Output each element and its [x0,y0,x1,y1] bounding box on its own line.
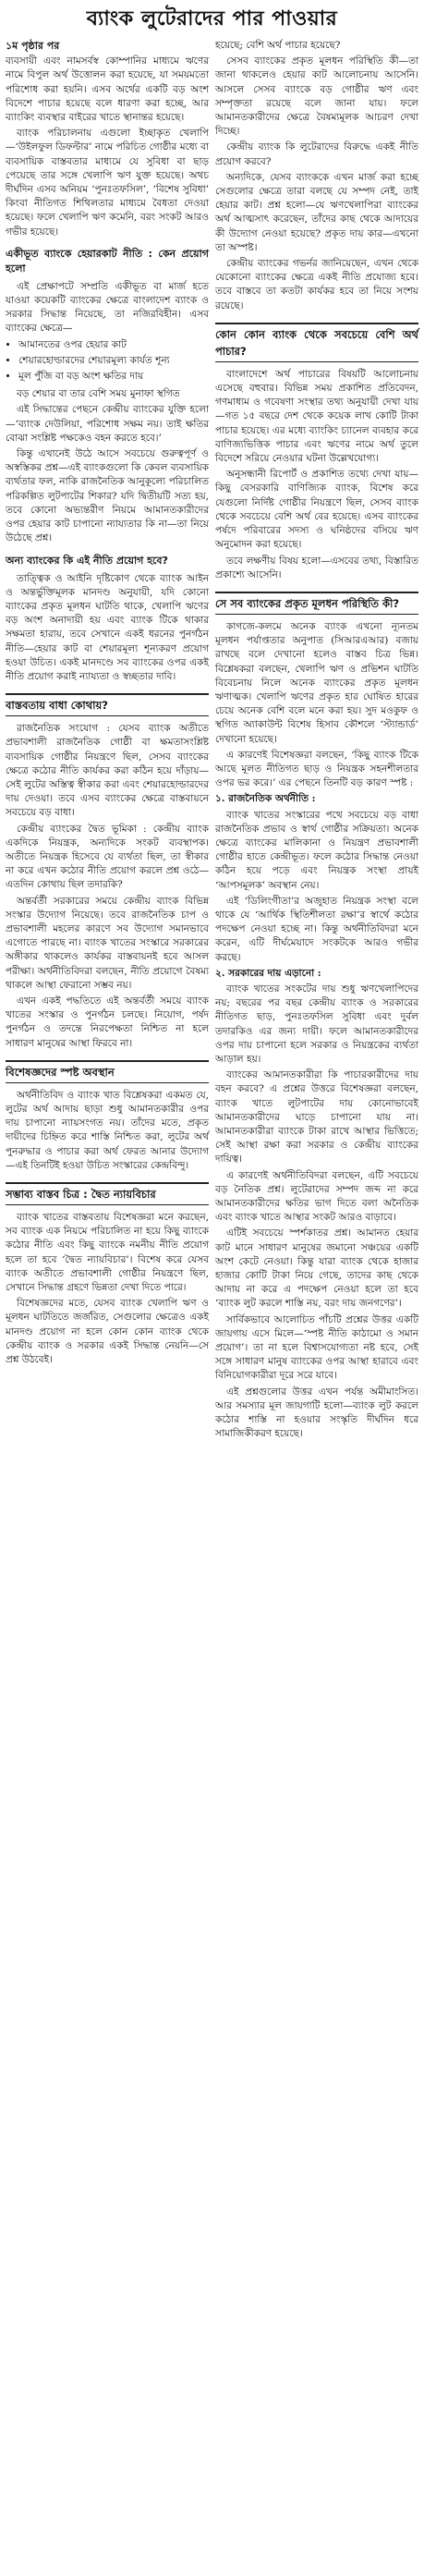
paragraph: ব্যাংক খাতের বাস্তবতায় বিশেষজ্ঞরা মনে করছেন, সব ব্যাংক এক নিয়মে পরিচালিত না হয়ে কিছু ব্যাংকে কঠোর নীতি এবং কিছু ব্যাংকে নমনীয় নীতি প্রয়োগ হলে তা হবে ‘দ্বৈত ন্যায়বিচার’। বিশেষ করে যেসব ব্যাংক অতীতে প্রভাবশালী গোষ্ঠীর নিয়ন্ত্রণে ছিল, সেখানে সিদ্ধান্ত গ্রহণে ভিন্নতা দেখা দিতে পারে। [6,1212,209,1294]
paragraph: সেসব ব্যাংকের প্রকৃত মূলধন পরিস্থিতি কী—তা জানা থাকলেও হেয়ার কাট আলোচনায় আসেনি। আসলে সেসব ব্যাংকে বড় গোষ্ঠীর ঋণ এবং সম্পৃক্ততা রয়েছে বলে জানা যায়। ফলে আমানতকারীদের ক্ষেত্রে বৈষম্যমূলক আচরণ দেখা দিচ্ছে। [215,55,418,138]
paragraph: ব্যাংক পরিচালনায় এগুলো ইচ্ছাকৃত খেলাপি—‘উইলফুল ডিফল্টার’ নামে পরিচিত গোষ্ঠীর মধ্যে বা ব্যবসায়িক বাস্তবতার মাধ্যমে যে সুবিধা বা ছাড় পেয়েছে তার সঙ্গে খেলাপি ঋণ যুক্ত হয়েছে। অথচ দীর্ঘদিন এসব অনিয়ম ‘পুনঃতফসিল’, ‘বিশেষ সুবিধা’ কিংবা নীতিগত শিথিলতার মাধ্যমে বৈধতা দেওয়া হয়েছে। ফলে খেলাপি ঋণ কমেনি, বরং সংকট আরও গভীর হয়েছে। [6,128,209,238]
paragraph: এখন একই পদ্ধতিতে এই অন্তর্বর্তী সময়ে ব্যাংক খাতের সংস্কার ও পুনর্গঠন চলছে। নিয়োগ, পর্ষদ পুনর্গঠন ও তদন্তে নিরপেক্ষতা নিশ্চিত না হলে সাধারণ মানুষের আস্থা ফিরবে না। [6,995,209,1049]
paragraph: অন্তর্বর্তী সরকারের সময়ে কেন্দ্রীয় ব্যাংক বিভিন্ন সংস্কার উদ্যোগ নিয়েছে। তবে রাজনৈতিক চাপ ও প্রভাবশালী মহলের কারণে সব উদ্যোগ সমানভাবে এগোতে পারছে না। ব্যাংক খাতের সংস্কারে সরকারের অঙ্গীকার থাকলেও কার্যকর বাস্তবায়নই হবে আসল পরীক্ষা। অর্থনীতিবিদরা বলছেন, নীতি প্রয়োগে বৈষম্য থাকলে আস্থা ফেরানো সম্ভব নয়। [6,895,209,991]
list-item: • আমানতের ওপর হেয়ার কাট [18,338,209,352]
subheading: একীভূত ব্যাংকে হেয়ারকাট নীতি : কেন প্রয়োগ হলো [6,247,209,275]
section-heading: বাস্তবতায় বাধা কোথায়? [6,693,209,716]
paragraph: এই প্রশ্নগুলোর উত্তর এখন পর্যন্ত অমীমাংসিত। আর সমস্যার মূল জায়গাটি হলো—ব্যাংক লুট করলে কঠোর শাস্তি না হওয়ার সংস্কৃতি দীর্ঘদিন ধরে সামাজিকীকরণ হয়েছে। [215,1386,418,1440]
paragraph: এই প্রেক্ষাপটে সম্প্রতি একীভূত বা মার্জ হতে যাওয়া কয়েকটি ব্যাংকের ক্ষেত্রে বাংলাদেশ ব্যাংক ও সরকার সিদ্ধান্ত নিয়েছে, তা নজিরবিহীন। এসব ব্যাংকের ক্ষেত্রে— [6,280,209,335]
paragraph: তাত্ত্বিক ও আইনি দৃষ্টিকোণ থেকে ব্যাংক আইন ও অন্তর্ভুক্তিমূলক মানদণ্ড অনুযায়ী, যদি কোনো ব্যাংকের প্রকৃত মূলধন ঘাটতি থাকে, খেলাপি ঋণের বড় অংশ অনাদায়ী হয় এবং ব্যাংক টিকে থাকার সক্ষমতা হারায়, তবে সেখানে একই ধরনের পুনর্গঠন নীতি—হেয়ার কাট বা শেয়ারমূল্য শূন্যকরণ প্রয়োগ হওয়া উচিত। একই মানদণ্ডে সব ব্যাংকের ওপর একই নীতি প্রয়োগ করাই ন্যায্যতা ও স্বচ্ছতার দাবি। [6,572,209,682]
paragraph: অন্যদিকে, যেসব ব্যাংককে এখন মার্জ করা হচ্ছে সেগুলোর ক্ষেত্রে তারা বলছে যে সম্পদ নেই, তাই হেয়ার কাট। প্রশ্ন হলো—যে ঋণখেলাপিরা ব্যাংকের অর্থ আত্মসাৎ করেছেন, তাঁদের কাছ থেকে আদায়ের কী উদ্যোগ নেওয়া হয়েছে? প্রকৃত দায় কার—এখনো তা অস্পষ্ট। [215,171,418,253]
paragraph: ব্যাংকের আমানতকারীরা কি পাচারকারীদের দায় বহন করবে? এ প্রশ্নের উত্তরে বিশেষজ্ঞরা বলছেন, ব্যাংক খাতে লুটপাটের দায় কোনোভাবেই আমানতকারীদের ঘাড়ে চাপানো যায় না। আমানতকারীরা ব্যাংকে টাকা রাখে আস্থার ভিত্তিতে; সেই আস্থা রক্ষা করা সরকার ও কেন্দ্রীয় ব্যাংকের দায়িত্ব। [215,1069,418,1166]
paragraph: এটিই সবচেয়ে স্পর্শকাতর প্রশ্ন। আমানত হেয়ার কাট মানে সাধারণ মানুষের জমানো সঞ্চয়ের একটি অংশ কেটে নেওয়া। কিন্তু যারা ব্যাংক থেকে হাজার হাজার কোটি টাকা নিয়ে গেছে, তাদের কাছ থেকে আদায় না করে এ পদক্ষেপ নেওয়া হলে তা হবে ‘ব্যাংক লুট করলে শাস্তি নয়, বরং দায় জনগণের’। [215,1227,418,1310]
paragraph: কেন্দ্রীয় ব্যাংক কি লুটেরাদের বিরুদ্ধে একই নীতি প্রয়োগ করবে? [215,141,418,167]
article-columns [6,39,418,1443]
section-heading: সম্ভাব্য বাস্তব চিত্র : দ্বৈত ন্যায়বিচার [6,1182,209,1205]
paragraph: কেন্দ্রীয় ব্যাংকের দ্বৈত ভূমিকা : কেন্দ্রীয় ব্যাংক একদিকে নিয়ন্ত্রক, অন্যদিকে সংকট ব্যবস্থাপক। অতীতে নিয়ন্ত্রক হিসেবে যে ব্যর্থতা ছিল, তা স্বীকার না করে এখন কঠোর নীতি প্রয়োগ করলে প্রশ্ন ওঠে—এতদিন কোথায় ছিল তদারকি? [6,823,209,891]
paragraph: অর্থনীতিবিদ ও ব্যাংক খাত বিশ্লেষকরা একমত যে, লুটের অর্থ আদায় ছাড়া শুধু আমানতকারীর ওপর দায় চাপানো ন্যায়সংগত নয়। তাঁদের মতে, প্রকৃত দায়ীদের চিহ্নিত করে শাস্তি নিশ্চিত করা, লুটের অর্থ পুনরুদ্ধার ও পাচার করা অর্থ ফেরত আনার উদ্যোগ—এই তিনটিই হওয়া উচিত সংস্কারের কেন্দ্রবিন্দু। [6,1089,209,1171]
paragraph: বাংলাদেশে অর্থ পাচারের বিষয়টি আলোচনায় এসেছে বহুবার। বিভিন্ন সময় প্রকাশিত প্রতিবেদন, গণমাধ্যম ও গবেষণা সংস্থার তথ্য অনুযায়ী দেখা যায়—গত ১৫ বছরে দেশ থেকে কয়েক লাখ কোটি টাকা পাচার হয়েছে। এর মধ্যে ব্যাংকিং চ্যানেল ব্যবহার করে বাণিজ্যভিত্তিক পাচার এবং ঋণের নামে অর্থ তুলে বিদেশে সরিয়ে নেওয়ার ঘটনা উল্লেখযোগ্য। [215,368,418,465]
paragraph: কিন্তু এখানেই উঠে আসে সবচেয়ে গুরুত্বপূর্ণ ও অস্বস্তিকর প্রশ্ন—এই ব্যাংকগুলো কি কেবল ব্যবসায়িক ব্যর্থতার ফল, নাকি রাজনৈতিক আনুকূল্যে পরিচালিত পরিকল্পিত লুটপাটের শিকার? যদি দ্বিতীয়টি সত্য হয়, তবে কোনো অভ্যন্তরীণ নিয়মে আমানতকারীদের ওপর হেয়ার কাট চাপানো ন্যায্যতার কি না—তা নিয়ে উঠেছে প্রশ্ন। [6,448,209,544]
paragraph: বড় শেয়ার বা তার বেশি সময় মুনাফা স্থগিত [17,388,180,400]
list-item: • মূল পুঁজি বা বড় অংশ ক্ষতির দায় [18,370,209,384]
headline: ব্যাংক লুটেরাদের পার পাওয়ার [86,7,338,31]
paragraph: অনুসন্ধানী রিপোর্ট ও প্রকাশিত তথ্যে দেখা যায়—কিছু বেসরকারি বাণিজ্যিক ব্যাংক, বিশেষ করে যেগুলো নির্দিষ্ট গোষ্ঠীর নিয়ন্ত্রণে ছিল, সেসব ব্যাংক থেকে সবচেয়ে বেশি অর্থ বের হয়েছে। এসব ব্যাংকের পর্ষদে পরিবারের সদস্য ও ঘনিষ্ঠদের বসিয়ে ঋণ অনুমোদন করা হয়েছে। [215,469,418,551]
paragraph: ব্যাংক খাতের সংস্কারের পথে সবচেয়ে বড় বাধা রাজনৈতিক প্রভাব ও স্বার্থ গোষ্ঠীর সক্রিয়তা। অনেক ক্ষেত্রে ব্যাংকের মালিকানা ও নিয়ন্ত্রণ প্রভাবশালী গোষ্ঠীর হাতে কেন্দ্রীভূত। ফলে কঠোর সিদ্ধান্ত নেওয়া কঠিন হয়ে পড়ে এবং নিয়ন্ত্রক সংস্থা প্রায়ই ‘আপসমূলক’ অবস্থান নেয়। [215,809,418,891]
paragraph: এই সিদ্ধান্তের পেছনে কেন্দ্রীয় ব্যাংকের যুক্তি হলো—‘ব্যাংক দেউলিয়া, পরিশোধ সক্ষম নয়। তাই ক্ষতির বোঝা সংশ্লিষ্ট পক্ষকেও বহন করতে হবে।’ [6,404,209,444]
paragraph: ব্যবসায়ী এবং নামসর্বস্ব কোম্পানির মাধ্যমে ঋণের নামে বিপুল অর্থ উত্তোলন করা হয়েছে, যা সময়মতো পরিশোধ করা হয়নি। এসব অর্থের একটি বড় অংশ বিদেশে পাচার হয়েছে বলে ধারণা করা হচ্ছে, আর ব্যাংকিং ব্যবস্থার বাইরের খাতে স্থানান্তর হয়েছে। [6,55,209,124]
continuation-note: ১ম পৃষ্ঠার পর [6,40,60,52]
paragraph: তবে লক্ষণীয় বিষয় হলো—এসবের তথ্য, বিস্তারিত প্রকাশ্যে আসেনি। [215,555,418,580]
paragraph: সার্বিকভাবে আলোচিত পাঁচটি প্রশ্নের উত্তর একটি জায়গায় এসে মিলে—‘স্পষ্ট নীতি কাঠামো ও সমান প্রয়োগ’। তা না হলে বিশ্বাসযোগ্যতা নষ্ট হবে, সেই সঙ্গে সাধারণ মানুষ ব্যাংকের ওপর আস্থা হারাবে এবং বিনিয়োগকারীরা দূরে সরে যাবে। [215,1313,418,1382]
numbered-heading: ২. সরকারের দায় এড়ানো : [215,967,321,979]
bullet-list [6,338,209,385]
section-heading: কোন কোন ব্যাংক থেকে সবচেয়ে বেশি অর্থ পাচার? [215,323,418,362]
section-heading: সে সব ব্যাংকের প্রকৃত মূলধন পরিস্থিতি কী? [215,592,418,615]
paragraph: বিশেষজ্ঞদের মতে, যেসব ব্যাংক খেলাপি ঋণ ও মূলধন ঘাটতিতে জর্জরিত, সেগুলোর ক্ষেত্রেও একই মানদণ্ড প্রয়োগ না হলে কোন কোন ব্যাংক থেকে কেন্দ্রীয় ব্যাংক ও সরকার একই সিদ্ধান্ত নেয়নি—সে প্রশ্ন উঠবেই। [6,1298,209,1366]
paragraph: এই ‘ডিলিংগীতা’র অজুহাত নিয়ন্ত্রক সংস্থা বলে থাকে যে ‘আর্থিক স্থিতিশীলতা রক্ষা’র স্বার্থে কঠোর পদক্ষেপ নেওয়া হচ্ছে না। কিন্তু অর্থনীতিবিদরা মনে করেন, এটি দীর্ঘমেয়াদে সংকটকে আরও গভীর করছে। [215,895,418,963]
paragraph: কাগজে-কলমে অনেক ব্যাংক এখনো ন্যূনতম মূলধন পর্যাপ্ততার অনুপাত (সিআরএআর) বজায় রাখছে বলে দেখানো হলেও বাস্তব চিত্র ভিন্ন। বিশ্লেষকরা বলছেন, খেলাপি ঋণ ও প্রভিশন ঘাটতি বিবেচনায় নিলে অনেক ব্যাংকের প্রকৃত মূলধন ঋণাত্মক। খেলাপি ঋণের প্রকৃত হার ঘোষিত হারের চেয়ে অনেক বেশি বলে মনে করা হয়। সুদ মওকুফ ও স্থগিত অ্যাকাউন্ট বিশেষ হিসাব কৌশলে ‘স্ট্যান্ডার্ড’ দেখানো হয়েছে। [215,620,418,745]
right-column [215,39,418,1443]
paragraph: কেন্দ্রীয় ব্যাংকের গভর্নর জানিয়েছেন, এখন থেকে যেকোনো ব্যাংকের ক্ষেত্রে একই নীতি প্রযোজ্য হবে। তবে বাস্তবে তা কতটা কার্যকর হবে তা নিয়ে সংশয় রয়েছে। [215,258,418,311]
paragraph: রাজনৈতিক সংযোগ : যেসব ব্যাংক অতীতে প্রভাবশালী রাজনৈতিক গোষ্ঠী বা ক্ষমতাসংশ্লিষ্ট ব্যবসায়িক গোষ্ঠীর নিয়ন্ত্রণে ছিল, সেসব ব্যাংকের ক্ষেত্রে কঠোর নীতি কার্যকর করা কঠিন হয়ে দাঁড়ায়—সেই লুটের অস্তিত্ব স্বীকার করা এবং শেয়ারহোল্ডারদের দায় দেওয়া। তবে এসব ব্যাংকের ক্ষেত্রে বাস্তবায়নে সবচেয়ে বড় বাধা। [6,723,209,819]
paragraph: এ কারণেই অর্থনীতিবিদরা বলছেন, এটি সবচেয়ে বড় নৈতিক প্রশ্ন। লুটেরাদের সম্পদ জব্দ না করে আমানতকারীদের ক্ষতির ভাগ দিতে বলা অনৈতিক এবং ব্যাংক খাতে আস্থার সংকট আরও বাড়াবে। [215,1169,418,1224]
numbered-heading: ১. রাজনৈতিক অর্থনীতি : [215,793,316,805]
section-heading: বিশেষজ্ঞদের স্পষ্ট অবস্থান [6,1060,209,1083]
list-item: • শেয়ারহোল্ডারদের শেয়ারমূল্য কার্যত শূন্য [18,354,209,368]
paragraph: ব্যাংক খাতের সংকটের দায় শুধু ঋণখেলাপিদের নয়; বছরের পর বছর কেন্দ্রীয় ব্যাংক ও সরকারের নীতিগত ছাড়, পুনঃতফসিল সুবিধা এবং দুর্বল তদারকিও এর জন্য দায়ী। ফলে আমানতকারীদের ওপর দায় চাপানো হলে সরকার ও নিয়ন্ত্রকের ব্যর্থতা আড়াল হয়। [215,983,418,1065]
paragraph: হয়েছে; বেশি অর্থ পাচার হয়েছে? [215,40,341,51]
left-column [6,39,209,1443]
subheading: অন্য ব্যাংকের কি এই নীতি প্রয়োগ হবে? [6,554,168,567]
paragraph: এ কারণেই বিশেষজ্ঞরা বলছেন, ‘কিছু ব্যাংক টিকে আছে মূলত নীতিগত ছাড় ও নিয়ন্ত্রক সহনশীলতার ওপর ভর করে।’ এর পেছনে তিনটি বড় কারণ স্পষ্ট : [215,749,418,789]
